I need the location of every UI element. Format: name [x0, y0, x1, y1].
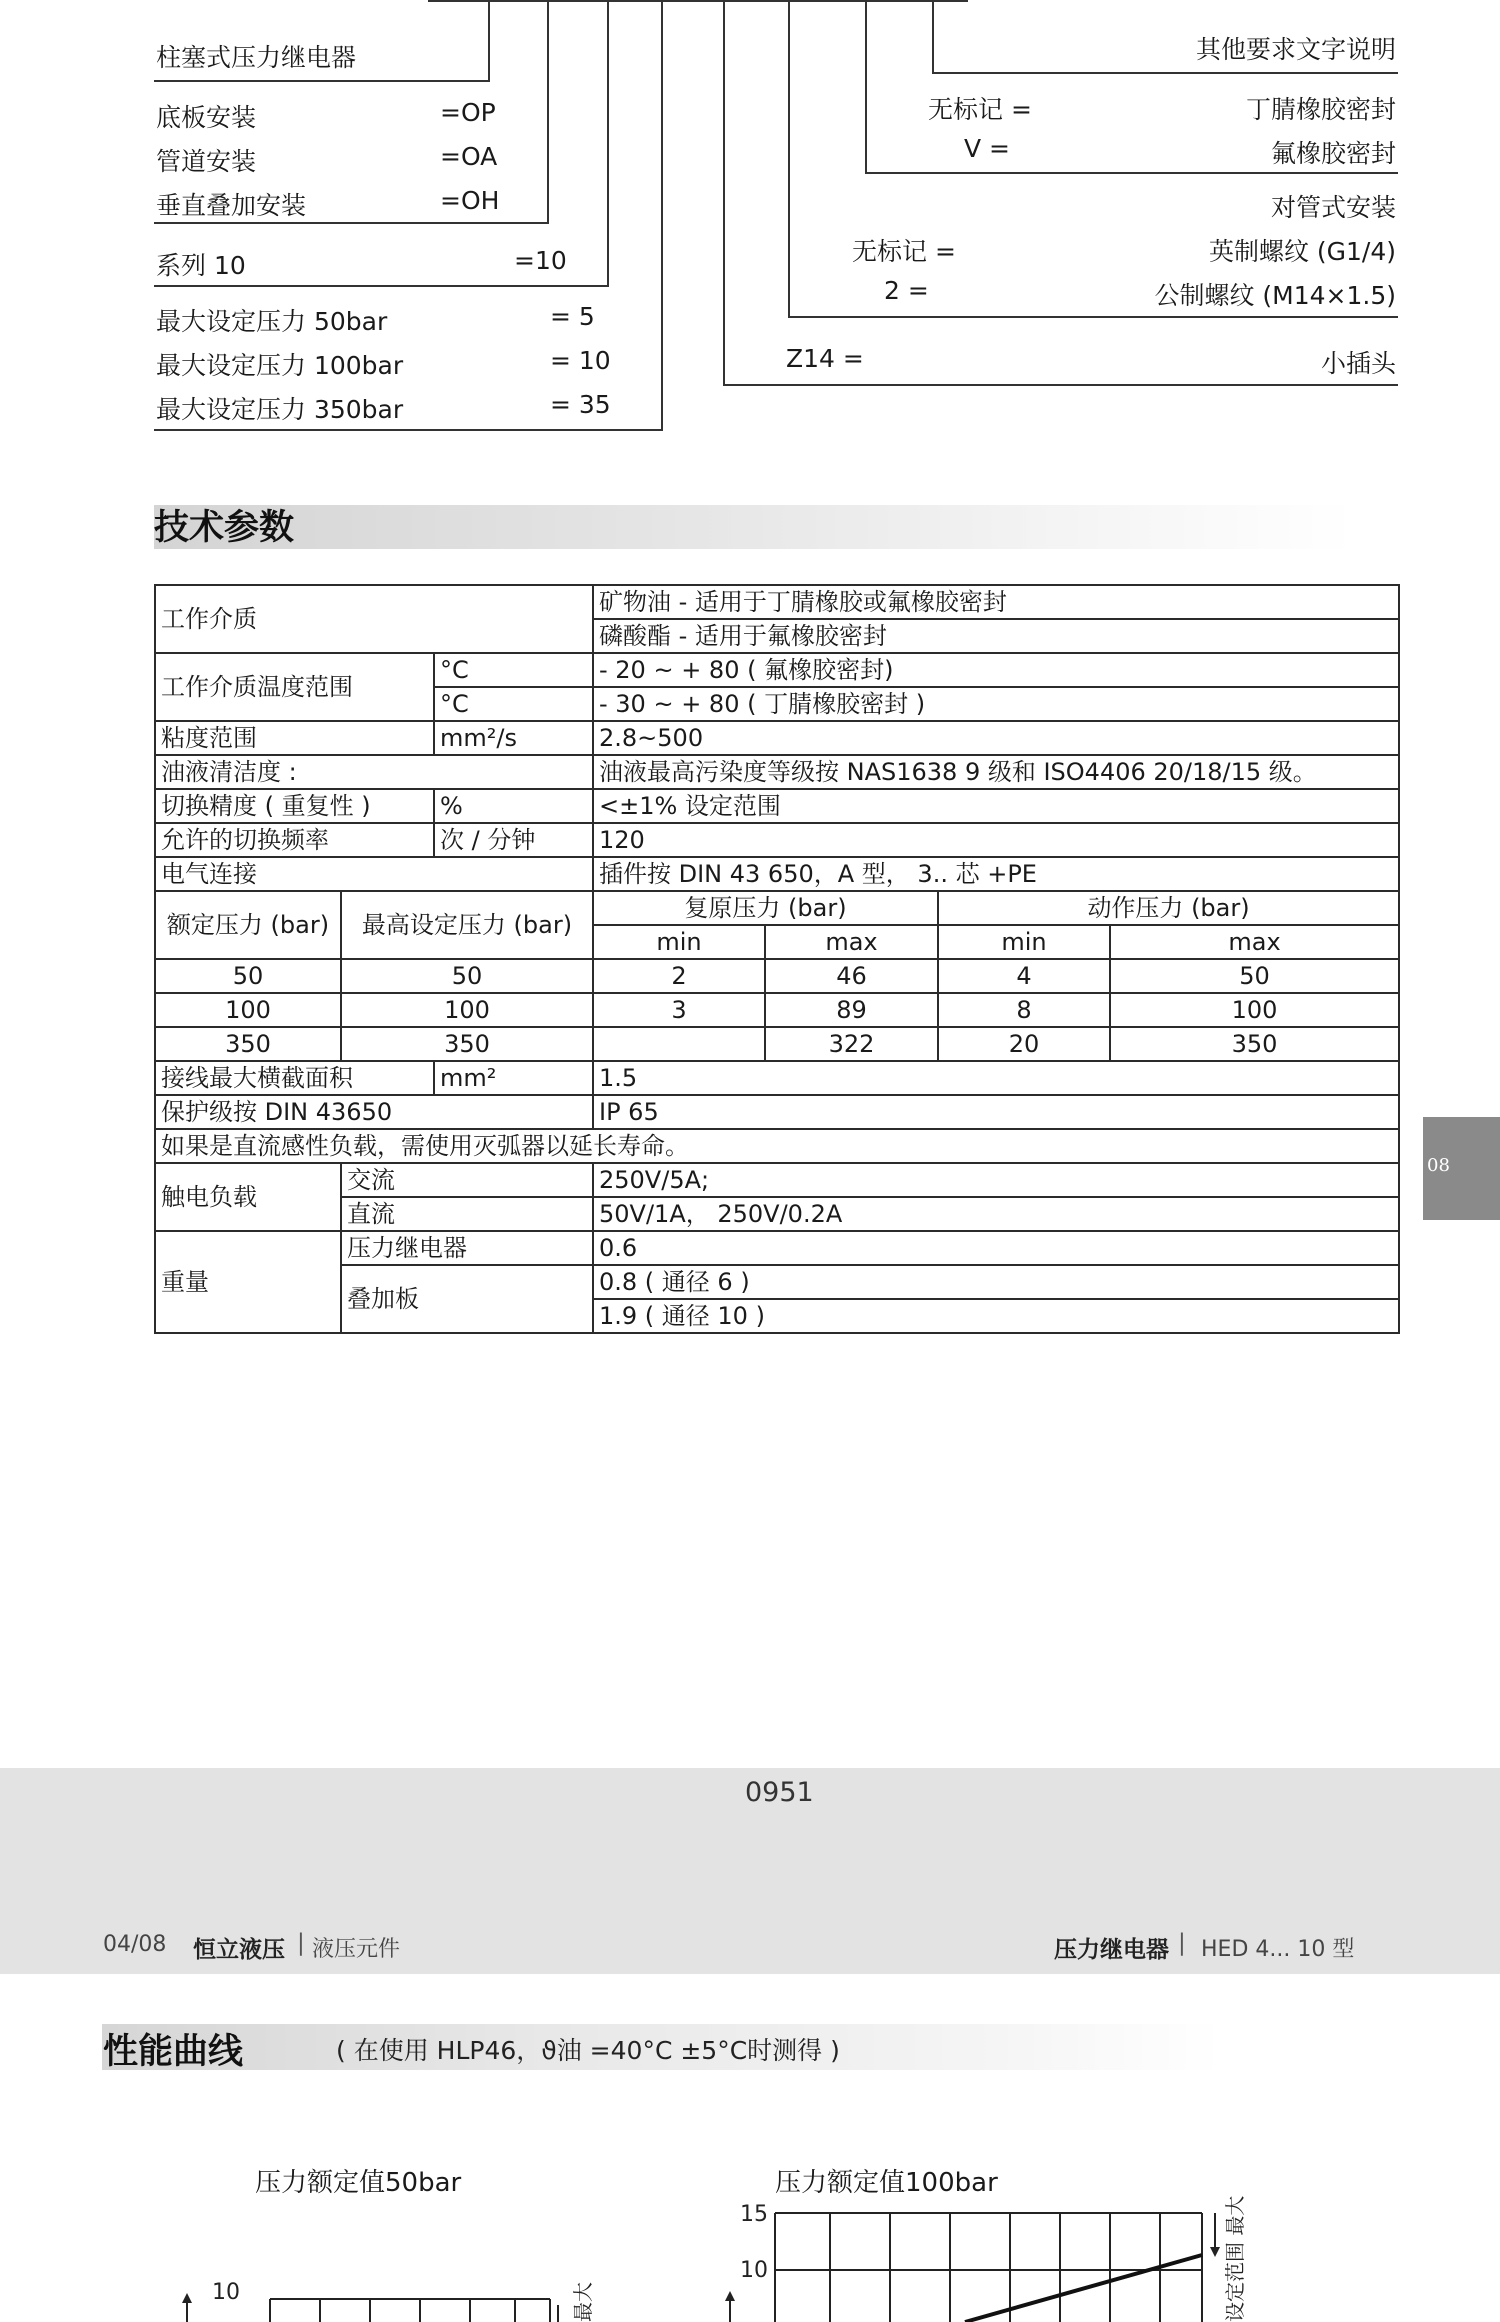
perf-charts [150, 2195, 1250, 2322]
chapter-tab [1423, 1117, 1500, 1220]
order-item-code: = 10 [550, 346, 611, 375]
precision-unit: % [434, 789, 593, 823]
plug-code: Z14 = [786, 344, 864, 373]
plate-value: 0.8 ( 通径 6 ) [593, 1265, 1399, 1299]
table-row [155, 653, 1399, 687]
load-label: 触电负载 [155, 1163, 341, 1231]
precision-label: 切换精度 ( 重复性 ) [155, 789, 434, 823]
wire-label: 接线最大横截面积 [155, 1061, 434, 1095]
cell: 350 [155, 1027, 341, 1061]
order-item-label: 最大设定压力 350bar [156, 395, 404, 424]
order-item-label: 底板安装 [156, 103, 257, 132]
cell: 100 [1110, 993, 1399, 1027]
table-row [155, 755, 1399, 789]
chart2-y-tick: 10 [740, 2258, 768, 2283]
section-title-tech: 技术参数 [154, 508, 295, 548]
seal-v-label: 氟橡胶密封 [1270, 139, 1396, 168]
cell: 46 [765, 959, 938, 993]
dc-label: 直流 [341, 1197, 593, 1231]
seal-v-code: V = [964, 134, 1010, 163]
order-item-label: 最大设定压力 50bar [156, 307, 388, 336]
footer-divider: | [1178, 1930, 1186, 1956]
table-row [155, 789, 1399, 823]
footer-right-sub: HED 4... 10 型 [1201, 1937, 1355, 1962]
cell: 8 [938, 993, 1110, 1027]
cell: 50 [341, 959, 593, 993]
clean-value: 油液最高污染度等级按 NAS1638 9 级和 ISO4406 20/18/15 级。 [593, 755, 1399, 789]
plug-label: 小插头 [1320, 349, 1396, 378]
footer-divider: | [297, 1930, 305, 1956]
dc-value: 50V/1A， 250V/0.2A [593, 1197, 1399, 1231]
table-row [155, 1129, 1399, 1163]
cell: 20 [938, 1027, 1110, 1061]
temp-unit: °C [434, 687, 593, 721]
order-item-code: =10 [514, 246, 567, 275]
freq-unit: 次 / 分钟 [434, 823, 593, 857]
ac-value: 250V/5A; [593, 1163, 1399, 1197]
chart1-title: 压力额定值50bar [255, 2168, 462, 2198]
table-row [155, 993, 1399, 1027]
chart2-title: 压力额定值100bar [775, 2168, 998, 2198]
page-number: 0951 [745, 1777, 814, 1808]
table-row [155, 1265, 1399, 1299]
clean-label: 油液清洁度 : [155, 755, 593, 789]
chart2-range-label: 设定范围 最大 [1223, 2195, 1247, 2322]
wire-unit: mm² [434, 1061, 593, 1095]
thread-2-code: 2 = [884, 276, 929, 305]
thread-none-label: 英制螺纹 (G1/4) [1208, 237, 1396, 266]
table-row [155, 959, 1399, 993]
chapter-tab-label: 08 [1427, 1155, 1450, 1176]
chart2-grid [775, 2213, 1202, 2322]
cell: 100 [155, 993, 341, 1027]
footer-left-sub: 液压元件 [312, 1937, 401, 1962]
table-row [155, 891, 1399, 925]
footer-right-title: 压力继电器 [1054, 1937, 1169, 1963]
ac-label: 交流 [341, 1163, 593, 1197]
protect-value: IP 65 [593, 1095, 1399, 1129]
table-row [155, 585, 1399, 619]
relay-label: 压力继电器 [341, 1231, 593, 1265]
table-row [155, 1163, 1399, 1197]
cell: 4 [938, 959, 1110, 993]
order-item-label: 垂直叠加安装 [156, 191, 307, 220]
order-item-label: 柱塞式压力继电器 [156, 43, 357, 72]
thread-none-code: 无标记 = [852, 237, 956, 266]
chart2-y-tick: 15 [740, 2202, 768, 2227]
cell: 50 [155, 959, 341, 993]
chart2-range-arrow [1210, 2247, 1220, 2257]
table-row [155, 1197, 1399, 1231]
temp-unit: °C [434, 653, 593, 687]
seal-none-label: 丁腈橡胶密封 [1245, 95, 1396, 124]
pipe-title: 对管式安装 [1270, 193, 1396, 222]
thread-2-label: 公制螺纹 (M14×1.5) [1154, 281, 1396, 310]
medium-value: 矿物油 - 适用于丁腈橡胶或氟橡胶密封 [593, 585, 1399, 619]
section-bar [154, 505, 1354, 549]
table-row [155, 1231, 1399, 1265]
order-item-code: =OP [440, 98, 496, 127]
temp-value: - 20 ~ + 80 ( 氟橡胶密封) [593, 653, 1399, 687]
table-row [155, 1061, 1399, 1095]
order-item-code: = 5 [550, 302, 595, 331]
table-row [155, 857, 1399, 891]
visc-label: 粘度范围 [155, 721, 434, 755]
chart1-y-arrow-head [182, 2293, 192, 2303]
relay-value: 0.6 [593, 1231, 1399, 1265]
order-item-label: 管道安装 [156, 147, 257, 176]
wire-value: 1.5 [593, 1061, 1399, 1095]
table-row [155, 823, 1399, 857]
col-min: min [593, 925, 765, 959]
weight-label: 重量 [155, 1231, 341, 1333]
cell: 89 [765, 993, 938, 1027]
cell: 350 [1110, 1027, 1399, 1061]
chart1-grid [270, 2299, 550, 2322]
elec-value: 插件按 DIN 43 650，A 型， 3.. 芯 +PE [593, 857, 1399, 891]
cell: 50 [1110, 959, 1399, 993]
col-rated: 额定压力 (bar) [155, 891, 341, 959]
col-reset: 复原压力 (bar) [593, 891, 938, 925]
cell: 350 [341, 1027, 593, 1061]
cell: 100 [341, 993, 593, 1027]
chart2-y-arrow-head [725, 2291, 735, 2301]
cell: 3 [593, 993, 765, 1027]
plate-value: 1.9 ( 通径 10 ) [593, 1299, 1399, 1333]
medium-label: 工作介质 [155, 585, 593, 653]
tech-spec-table [154, 584, 1400, 1334]
freq-value: 120 [593, 823, 1399, 857]
order-item-code: = 35 [550, 390, 611, 419]
footer-brand: 恒立液压 [193, 1937, 285, 1963]
cell [593, 1027, 765, 1061]
footer-left-num: 04/08 [103, 1932, 167, 1957]
col-act: 动作压力 (bar) [938, 891, 1399, 925]
plate-label: 叠加板 [341, 1265, 593, 1333]
freq-label: 允许的切换频率 [155, 823, 434, 857]
order-item-label: 系列 10 [156, 251, 246, 280]
other-text-label: 其他要求文字说明 [1195, 35, 1396, 64]
cell: 322 [765, 1027, 938, 1061]
col-max-sub: max [1110, 925, 1399, 959]
precision-value: <±1% 设定范围 [593, 789, 1399, 823]
col-min: min [938, 925, 1110, 959]
dc-note: 如果是直流感性负载，需使用灭弧器以延长寿命。 [155, 1129, 1399, 1163]
cell: 2 [593, 959, 765, 993]
elec-label: 电气连接 [155, 857, 593, 891]
protect-label: 保护级按 DIN 43650 [155, 1095, 593, 1129]
order-item-code: =OA [440, 142, 498, 171]
col-max: 最高设定压力 (bar) [341, 891, 593, 959]
perf-subtitle: ( 在使用 HLP46，ϑ油 =40°C ±5°C时测得 ) [336, 2036, 840, 2065]
chart1-max-label: 最大 [571, 2282, 595, 2322]
medium-value: 磷酸酯 - 适用于氟橡胶密封 [593, 619, 1399, 653]
visc-unit: mm²/s [434, 721, 593, 755]
table-row [155, 1027, 1399, 1061]
seal-none-code: 无标记 = [928, 95, 1032, 124]
order-item-code: =OH [440, 186, 500, 215]
order-item-label: 最大设定压力 100bar [156, 351, 404, 380]
col-max-sub: max [765, 925, 938, 959]
section-title-perf: 性能曲线 [103, 2032, 244, 2072]
chart1-y-tick: 10 [212, 2280, 240, 2305]
table-row [155, 1095, 1399, 1129]
temp-label: 工作介质温度范围 [155, 653, 434, 721]
table-row [155, 721, 1399, 755]
chart2-curve [965, 2255, 1202, 2322]
temp-value: - 30 ~ + 80 ( 丁腈橡胶密封 ) [593, 687, 1399, 721]
visc-value: 2.8~500 [593, 721, 1399, 755]
